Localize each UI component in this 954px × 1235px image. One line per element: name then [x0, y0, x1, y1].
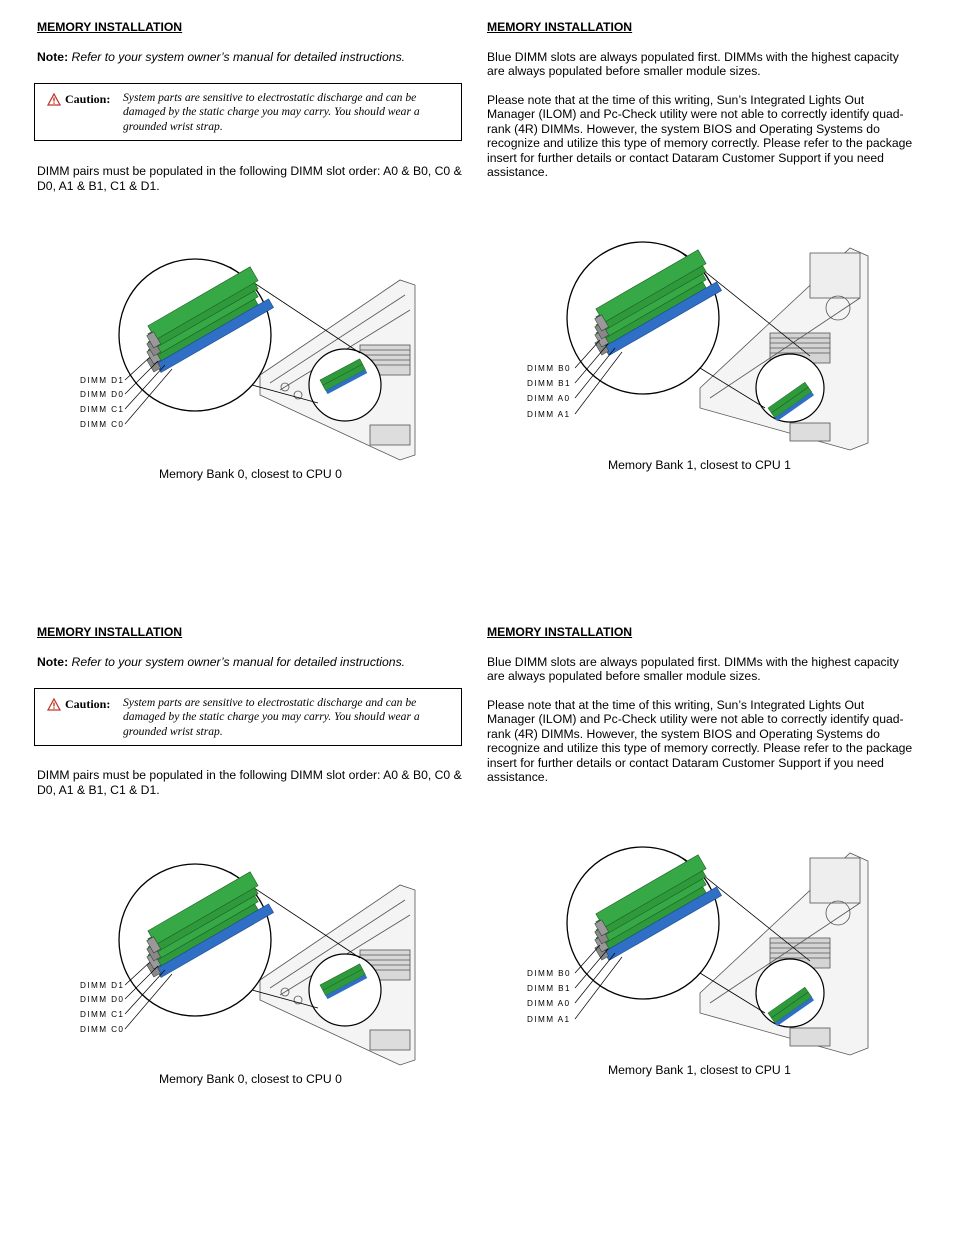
- section-heading: MEMORY INSTALLATION: [487, 625, 633, 639]
- server-illustration: [70, 255, 420, 465]
- section-heading: MEMORY INSTALLATION: [487, 20, 633, 34]
- bank1-diagram: [520, 238, 870, 458]
- note-label: Note:: [37, 654, 69, 669]
- dimm-label: DIMM B0: [527, 969, 571, 978]
- dimm-label: DIMM A1: [527, 1015, 571, 1024]
- left-column: [37, 20, 465, 64]
- right-column: [487, 20, 915, 180]
- warning-triangle-icon: [47, 93, 61, 106]
- capacity-text: Blue DIMM slots are always populated first. DIMMs with the highest capacity are always populated before smaller module sizes.: [487, 654, 899, 683]
- right-column: [487, 625, 915, 785]
- note-line: [37, 50, 465, 65]
- dimm-label: DIMM A0: [527, 394, 571, 403]
- note-text: Refer to your system owner’s manual for detailed instructions.: [71, 49, 406, 64]
- slot-order-text: DIMM pairs must be populated in the following DIMM slot order: A0 & B0, C0 & D0, A1 & B1, C1 & D1.: [37, 164, 462, 193]
- caution-text: System parts are sensitive to electrostatic discharge and can be damaged by the static charge you may carry. You should wear a grounded wrist strap.: [123, 696, 420, 738]
- dimm-label: DIMM D0: [80, 995, 125, 1004]
- ilom-note-text: Please note that at the time of this writing, Sun’s Integrated Lights Out Manager (ILOM) and Pc-Check utility were not able to correctly identify quad-rank (4R) DIMMs. However, the system BIOS and Operating Systems do recognize and utilize this type of memory correctly. Please refer to the package insert for further details or contact Dataram Customer Support if you need assistance.: [487, 92, 913, 179]
- slot-order-text: DIMM pairs must be populated in the following DIMM slot order: A0 & B0, C0 & D0, A1 & B1, C1 & D1.: [37, 768, 462, 797]
- capacity-text: Blue DIMM slots are always populated first. DIMMs with the highest capacity are always populated before smaller module sizes.: [487, 49, 899, 78]
- caution-label: Caution:: [65, 92, 111, 106]
- caution-label-group: [47, 92, 110, 107]
- bank1-diagram: [520, 843, 870, 1063]
- dimm-label: DIMM B1: [527, 984, 571, 993]
- caution-box: [34, 83, 462, 141]
- section-heading: MEMORY INSTALLATION: [37, 625, 183, 639]
- section-heading: MEMORY INSTALLATION: [37, 20, 183, 34]
- dimm-label: DIMM D1: [80, 981, 125, 990]
- caution-label-group: [47, 697, 110, 712]
- dimm-label: DIMM C0: [80, 420, 125, 429]
- warning-triangle-icon: [47, 698, 61, 711]
- server-illustration: [520, 843, 870, 1058]
- caution-box: [34, 688, 462, 746]
- server-illustration: [520, 238, 870, 453]
- server-illustration: [70, 860, 420, 1070]
- ilom-note-text: Please note that at the time of this writing, Sun’s Integrated Lights Out Manager (ILOM) and Pc-Check utility were not able to correctly identify quad-rank (4R) DIMMs. However, the system BIOS and Operating Systems do recognize and utilize this type of memory correctly. Please refer to the package insert for further details or contact Dataram Customer Support if you need assistance.: [487, 697, 913, 784]
- note-label: Note:: [37, 49, 69, 64]
- left-column: [37, 625, 465, 669]
- dimm-label: DIMM B1: [527, 379, 571, 388]
- note-text: Refer to your system owner’s manual for detailed instructions.: [71, 654, 406, 669]
- dimm-label: DIMM C1: [80, 1010, 125, 1019]
- bank0-diagram: [70, 860, 420, 1075]
- bank0-diagram: [70, 255, 420, 470]
- caution-label: Caution:: [65, 697, 111, 711]
- dimm-label: DIMM D0: [80, 390, 125, 399]
- dimm-label: DIMM C0: [80, 1025, 125, 1034]
- dimm-label: DIMM A0: [527, 999, 571, 1008]
- caution-text: System parts are sensitive to electrostatic discharge and can be damaged by the static charge you may carry. You should wear a grounded wrist strap.: [123, 91, 420, 133]
- dimm-label: DIMM C1: [80, 405, 125, 414]
- figure-caption: Memory Bank 1, closest to CPU 1: [608, 458, 791, 472]
- figure-caption: Memory Bank 1, closest to CPU 1: [608, 1063, 791, 1077]
- figure-caption: Memory Bank 0, closest to CPU 0: [159, 1072, 342, 1086]
- note-line: [37, 655, 465, 670]
- dimm-label: DIMM D1: [80, 376, 125, 385]
- dimm-label: DIMM A1: [527, 410, 571, 419]
- dimm-label: DIMM B0: [527, 364, 571, 373]
- figure-caption: Memory Bank 0, closest to CPU 0: [159, 467, 342, 481]
